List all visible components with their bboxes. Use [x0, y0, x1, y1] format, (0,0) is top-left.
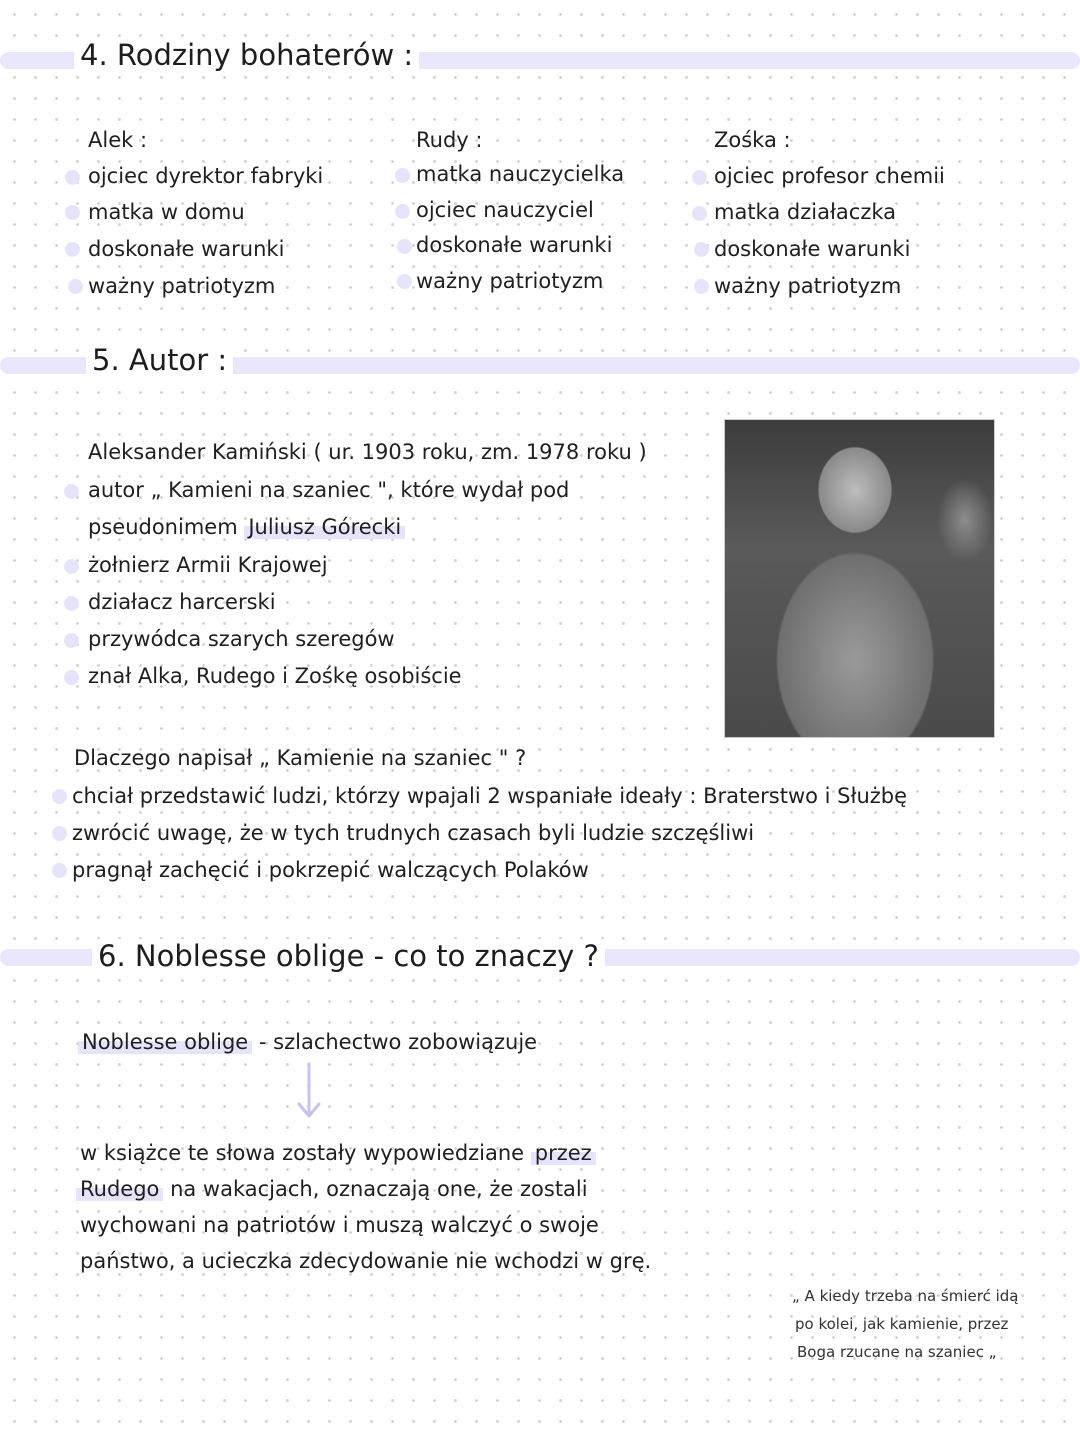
column-rudy-name: Rudy : [416, 128, 483, 152]
bullet-dot [64, 633, 79, 648]
author-bullet-2: żołnierz Armii Krajowej [88, 553, 328, 577]
column-alek-item-2: matka w domu [88, 200, 245, 224]
bullet-dot [397, 239, 412, 254]
section5-band-right [226, 357, 1080, 374]
why-reason-1: chciał przedstawić ludzi, którzy wpajali 2 wspaniałe ideały : Braterstwo i Służbę [72, 784, 908, 808]
explanation-2a-highlight: Rudego [76, 1177, 163, 1201]
column-alek-item-3: doskonałe warunki [88, 237, 285, 261]
quote-line-3: Boga rzucane na szaniec „ [797, 1343, 997, 1361]
author-bullet-4: przywódca szarych szeregów [88, 627, 395, 651]
why-question: Dlaczego napisał „ Kamienie na szaniec " ? [74, 746, 527, 770]
bullet-dot [692, 170, 707, 185]
bullet-dot [692, 206, 707, 221]
section4-band-left [0, 52, 85, 69]
section6-band-right [596, 949, 1080, 966]
explanation-line-2 [76, 1177, 588, 1201]
term-definition: - szlachectwo zobowiązuje [258, 1030, 538, 1054]
bullet-dot [65, 205, 80, 220]
author-bullet-5: znał Alka, Rudego i Zośkę osobiście [88, 664, 462, 688]
column-zoska-item-2: matka działaczka [714, 200, 897, 224]
explanation-1a: w książce te słowa zostały wypowiedziane [80, 1141, 525, 1165]
column-zoska-item-1: ojciec profesor chemii [714, 164, 945, 188]
bullet-dot [65, 242, 80, 257]
explanation-line-3: wychowani na patriotów i muszą walczyć o swoje [80, 1213, 599, 1237]
explanation-2b: na wakacjach, oznaczają one, że zostali [170, 1177, 588, 1201]
bullet-dot [397, 274, 412, 289]
section6-heading: 6. Noblesse oblige - co to znaczy ? [92, 939, 605, 973]
bullet-dot [52, 863, 67, 878]
section6-band-left [0, 949, 100, 966]
column-alek-item-1: ojciec dyrektor fabryki [88, 164, 324, 188]
bullet-dot [694, 279, 709, 294]
bullet-dot [64, 596, 79, 611]
bullet-dot [694, 242, 709, 257]
bullet-dot [52, 789, 67, 804]
author-photo [724, 419, 995, 738]
author-bullet-1-line-2 [88, 515, 405, 539]
section4-band-right [392, 52, 1080, 69]
pseudonym-prefix: pseudonimem [88, 515, 238, 539]
bullet-dot [395, 204, 410, 219]
bullet-dot [64, 670, 79, 685]
column-alek-name: Alek : [88, 128, 148, 152]
author-name-line: Aleksander Kamiński ( ur. 1903 roku, zm. 1978 roku ) [88, 440, 647, 464]
why-reason-2: zwrócić uwagę, że w tych trudnych czasach byli ludzie szczęśliwi [72, 821, 755, 845]
quote-line-2: po kolei, jak kamienie, przez [795, 1315, 1009, 1333]
bullet-dot [64, 559, 79, 574]
why-reason-3: pragnął zachęcić i pokrzepić walczących Polaków [72, 858, 589, 882]
author-bullet-3: działacz harcerski [88, 590, 276, 614]
column-rudy-item-3: doskonałe warunki [416, 233, 613, 257]
explanation-line-4: państwo, a ucieczka zdecydowanie nie wchodzi w grę. [80, 1249, 652, 1273]
section5-heading: 5. Autor : [86, 343, 233, 377]
column-zoska-item-4: ważny patriotyzm [714, 274, 902, 298]
bullet-dot [52, 826, 67, 841]
bullet-dot [64, 484, 79, 499]
section5-band-left [0, 357, 95, 374]
quote-line-1: „ A kiedy trzeba na śmierć idą [792, 1287, 1019, 1305]
column-rudy-item-2: ojciec nauczyciel [416, 198, 594, 222]
column-alek-item-4: ważny patriotyzm [88, 274, 276, 298]
pseudonym-highlight: Juliusz Górecki [244, 515, 405, 539]
column-zoska-item-3: doskonałe warunki [714, 237, 911, 261]
author-bullet-1-line-1: autor „ Kamieni na szaniec ", które wydał pod [88, 478, 570, 502]
column-rudy-item-1: matka nauczycielka [416, 162, 625, 186]
explanation-1b-highlight: przez [531, 1141, 596, 1165]
bullet-dot [65, 170, 80, 185]
term-line [78, 1030, 537, 1054]
bullet-dot [68, 279, 83, 294]
column-rudy-item-4: ważny patriotyzm [416, 269, 604, 293]
explanation-line-1 [80, 1141, 596, 1165]
arrow-down-icon [296, 1062, 322, 1122]
column-zoska-name: Zośka : [714, 128, 791, 152]
section4-heading: 4. Rodziny bohaterów : [74, 38, 419, 72]
bullet-dot [395, 168, 410, 183]
term-highlight: Noblesse oblige [78, 1030, 252, 1054]
